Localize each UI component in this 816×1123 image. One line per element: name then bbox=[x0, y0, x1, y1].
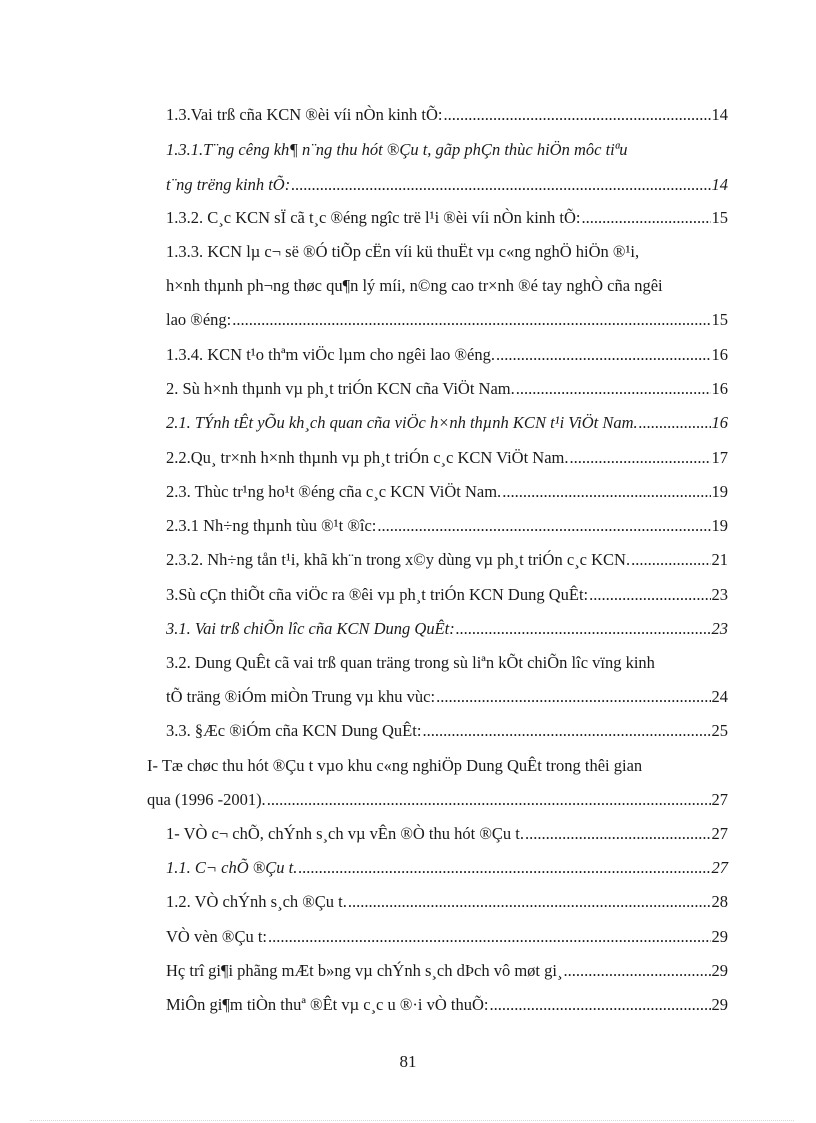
toc-entry-text: 3.Sù cÇn thiÕt cña viÖc ra ®êi vµ ph¸t triÓn KCN Dung QuÊt: bbox=[166, 585, 589, 604]
toc-entry-text: 1.3.3. KCN lµ c¬ së ®Ó tiÕp cËn víi kü thuËt vµ c«ng nghÖ hiÖn ®¹i, bbox=[166, 242, 640, 261]
toc-entry bbox=[166, 926, 728, 948]
toc-entry-text: 1- VÒ c¬ chÕ, chÝnh s¸ch vµ vÊn ®Ò thu hót ®Çu t. bbox=[166, 824, 524, 843]
leader-dots bbox=[444, 104, 711, 126]
toc-entry-text: MiÔn gi¶m tiÒn thuª ®Êt vµ c¸c u ®·i vÒ thuÕ: bbox=[166, 995, 489, 1014]
leader-dots bbox=[291, 174, 710, 196]
toc-entry bbox=[166, 139, 728, 196]
toc-entry bbox=[166, 481, 728, 503]
leader-dots bbox=[516, 378, 711, 400]
toc-page-number: 27 bbox=[711, 824, 728, 843]
toc-entry-text: 1.3.Vai trß cña KCN ®èi víi nÒn kinh tÕ: bbox=[166, 105, 443, 124]
leader-dots bbox=[589, 584, 710, 606]
leader-dots bbox=[639, 412, 711, 434]
toc-entry-text: 2.3. Thùc tr¹ng ho¹t ®éng cña c¸c KCN ViÖt Nam. bbox=[166, 482, 502, 501]
leader-dots bbox=[581, 207, 710, 229]
toc-entry bbox=[166, 891, 728, 913]
toc-entry-text: tÕ träng ®iÓm miÒn Trung vµ khu vùc: bbox=[166, 687, 436, 706]
leader-dots bbox=[456, 618, 711, 640]
toc-entry-text: h×nh thµnh ph¬ng thøc qu¶n lý míi, n©ng cao tr×nh ®é tay nghÒ cña ngêi bbox=[166, 276, 663, 295]
toc-entry-text: 3.2. Dung QuÊt cã vai trß quan träng trong sù liªn kÕt chiÕn lîc vïng kinh bbox=[166, 653, 655, 672]
toc-page-number: 14 bbox=[711, 175, 728, 194]
toc-entry bbox=[166, 618, 728, 640]
leader-dots bbox=[496, 344, 711, 366]
toc-page-number: 25 bbox=[711, 721, 728, 740]
toc-entry-text: 3.1. Vai trß chiÕn lîc cña KCN Dung QuÊt: bbox=[166, 619, 455, 638]
toc-entry-text: 1.3.4. KCN t¹o thªm viÖc lµm cho ngêi lao ®éng. bbox=[166, 345, 495, 364]
toc-page-number: 16 bbox=[711, 345, 728, 364]
toc-page-number: 21 bbox=[711, 550, 728, 569]
toc-entry-text: 1.2. VÒ chÝnh s¸ch ®Çu t. bbox=[166, 892, 347, 911]
toc-page-number: 23 bbox=[711, 619, 728, 638]
toc-page-number: 29 bbox=[711, 995, 728, 1014]
toc-entry bbox=[166, 823, 728, 845]
leader-dots bbox=[268, 926, 711, 948]
leader-dots bbox=[631, 549, 710, 571]
toc-entry-text: Hç trî gi¶i phãng mÆt b»ng vµ chÝnh s¸ch dÞch vô møt gi¸ bbox=[166, 961, 563, 980]
toc-entry-text: lao ®éng: bbox=[166, 310, 232, 329]
toc-page-number: 15 bbox=[711, 310, 728, 329]
leader-dots bbox=[232, 309, 710, 331]
page-number: 81 bbox=[399, 1052, 417, 1071]
toc-entry-text: 2. Sù h×nh thµnh vµ ph¸t triÓn KCN cña ViÖt Nam. bbox=[166, 379, 515, 398]
toc-entry-text: VÒ vèn ®Çu t: bbox=[166, 927, 267, 946]
toc-entry bbox=[166, 447, 728, 469]
toc-entry bbox=[166, 994, 728, 1016]
toc-entry bbox=[166, 652, 728, 708]
toc-entry-text: 1.3.1.T¨ng cêng kh¶ n¨ng thu hót ®Çu t, gãp phÇn thùc hiÖn môc tiªu bbox=[166, 140, 628, 159]
toc-entry bbox=[166, 241, 728, 331]
toc-page-number: 14 bbox=[711, 105, 728, 124]
toc-entry-text: 2.1. TÝnh tÊt yÕu kh¸ch quan cña viÖc h×nh thµnh KCN t¹i ViÖt Nam. bbox=[166, 413, 638, 432]
toc-page-number: 19 bbox=[711, 482, 728, 501]
leader-dots bbox=[422, 720, 710, 742]
leader-dots bbox=[502, 481, 710, 503]
toc-page-number: 27 bbox=[711, 790, 728, 809]
toc-entry bbox=[166, 412, 728, 434]
toc-page-number: 16 bbox=[711, 413, 728, 432]
leader-dots bbox=[563, 960, 710, 982]
leader-dots bbox=[436, 686, 710, 708]
toc-page-number: 29 bbox=[711, 927, 728, 946]
leader-dots bbox=[570, 447, 711, 469]
toc-entry bbox=[166, 378, 728, 400]
toc-entry-text: qua (1996 -2001). bbox=[147, 790, 266, 809]
toc-entry bbox=[166, 549, 728, 571]
toc-entry bbox=[166, 960, 728, 982]
toc-page-number: 19 bbox=[711, 516, 728, 535]
toc-entry-text: t¨ng trëng kinh tÕ: bbox=[166, 175, 291, 194]
toc-entry-text: 3.3. §Æc ®iÓm cña KCN Dung QuÊt: bbox=[166, 721, 422, 740]
toc-page-number: 28 bbox=[711, 892, 728, 911]
leader-dots bbox=[490, 994, 711, 1016]
leader-dots bbox=[348, 891, 711, 913]
toc-page-number: 27 bbox=[711, 858, 728, 877]
toc-entry-text: 2.2.Qu¸ tr×nh h×nh thµnh vµ ph¸t triÓn c¸c KCN ViÖt Nam. bbox=[166, 448, 569, 467]
toc-entry-text: I- Tæ chøc thu hót ®Çu t vµo khu c«ng nghiÖp Dung QuÊt trong thêi gian bbox=[147, 756, 643, 775]
toc-entry-text: 2.3.2. Nh÷ng tån t¹i, khã kh¨n trong x©y dùng vµ ph¸t triÓn c¸c KCN. bbox=[166, 550, 631, 569]
toc-entry-text: 1.1. C¬ chÕ ®Çu t. bbox=[166, 858, 298, 877]
toc-entry-text: 1.3.2. C¸c KCN sÏ cã t¸c ®éng ngîc trë l¹i ®èi víi nÒn kinh tÕ: bbox=[166, 208, 581, 227]
toc-page-number: 17 bbox=[711, 448, 728, 467]
page-bottom-border bbox=[30, 1120, 794, 1121]
toc-entry bbox=[166, 720, 728, 742]
leader-dots bbox=[267, 789, 711, 811]
toc-entry bbox=[166, 515, 728, 537]
toc-entry bbox=[166, 584, 728, 606]
leader-dots bbox=[525, 823, 711, 845]
toc-page-number: 24 bbox=[711, 687, 728, 706]
leader-dots bbox=[298, 857, 710, 879]
toc-entry bbox=[166, 104, 728, 126]
toc-page-number: 15 bbox=[711, 208, 728, 227]
toc-entry bbox=[166, 207, 728, 229]
toc-page-number: 23 bbox=[711, 585, 728, 604]
toc-entry-text: 2.3.1 Nh÷ng thµnh tùu ®¹t ®îc: bbox=[166, 516, 377, 535]
toc-page-number: 16 bbox=[711, 379, 728, 398]
toc-entry bbox=[166, 857, 728, 879]
toc-page-number: 29 bbox=[711, 961, 728, 980]
leader-dots bbox=[377, 515, 710, 537]
toc-entry bbox=[147, 755, 728, 811]
toc-entry bbox=[166, 344, 728, 366]
